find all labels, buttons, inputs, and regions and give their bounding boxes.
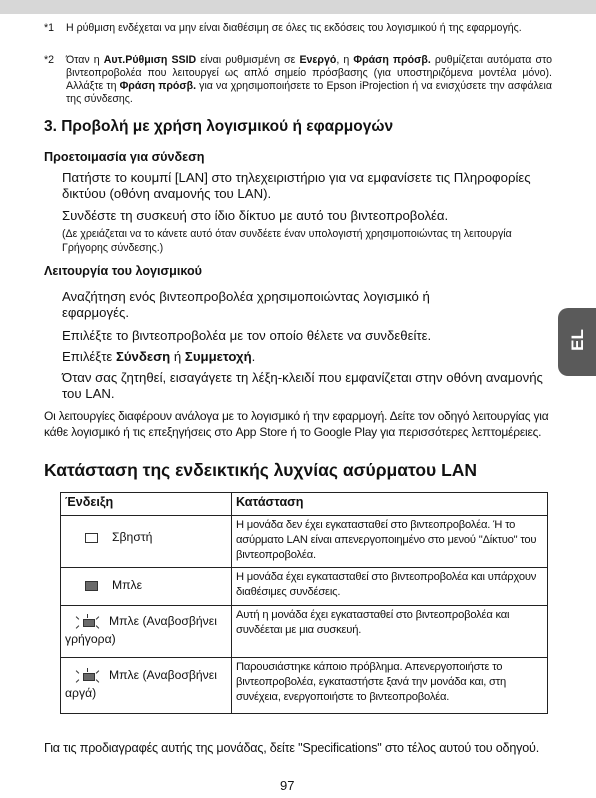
operation-note: Οι λειτουργίες διαφέρουν ανάλογα με το λογισμικό ή την εφαρμογή. Δείτε τον οδηγό λειτουργίας για κάθε λογισμικό ή τις επεξηγήσεις στο App Store ή το Google Play για περισσότερες λεπτομέρειες.	[44, 409, 549, 439]
table-row	[61, 606, 548, 658]
language-tab	[558, 308, 596, 376]
table-row	[61, 658, 548, 714]
status-cell: Η μονάδα δεν έχει εγκατασταθεί στο βιντεοπροβολέα. Ή το ασύρματο LAN είναι απενεργοποιημένο στο μενού "Δίκτυο" του βιντεοπροβολέα.	[232, 516, 548, 568]
fn2-bold-c: Φράση πρόσβ.	[353, 54, 431, 66]
operation-heading: Λειτουργία του λογισμικού	[44, 264, 202, 278]
prep-step-2: Συνδέστε τη συσκευή στο ίδιο δίκτυο με αυτό του βιντεοπροβολέα.	[62, 208, 449, 223]
status-cell: Αυτή η μονάδα έχει εγκατασταθεί στο βιντεοπροβολέα και συνδέεται με μια συσκευή.	[232, 606, 548, 658]
table-row	[61, 568, 548, 606]
led-off-icon	[85, 533, 98, 543]
op-step-4: Όταν σας ζητηθεί, εισαγάγετε τη λέξη-κλειδί που εμφανίζεται στην οθόνη αναμονής του LAN.	[62, 370, 543, 401]
fn2-bold-b: Ενεργό	[299, 54, 337, 66]
indicator-label: Μπλε (Αναβοσβήνει αργά)	[65, 668, 217, 700]
op-step-1: Αναζήτηση ενός βιντεοπροβολέα χρησιμοποιώντας λογισμικό ή εφαρμογές.	[62, 289, 430, 320]
status-cell: Παρουσιάστηκε κάποιο πρόβλημα. Απενεργοποιήστε το βιντεοπροβολέα, εγκαταστήστε ξανά την μονάδα και, στη συνέχεια, ενεργοποιήστε το βιντεοπροβολέα.	[232, 658, 548, 714]
indicator-cell	[61, 658, 232, 714]
top-bar	[0, 0, 596, 14]
fn2-text-e: για να χρησιμοποιήσετε το Epson iProjection ή να ενισχύσετε την ασφάλεια της σύνδεσης.	[66, 80, 552, 105]
footnote-mark-2: *2	[44, 54, 55, 66]
fn2-text-a: Όταν η	[66, 54, 104, 66]
fn2-text-b: είναι ρυθμισμένη σε	[196, 54, 300, 66]
footnote-mark-1: *1	[44, 22, 55, 34]
led-blue-icon	[85, 581, 98, 591]
op-step-2: Επιλέξτε το βιντεοπροβολέα με τον οποίο θέλετε να συνδεθείτε.	[62, 328, 432, 343]
status-section-title: Κατάσταση της ενδεικτικής λυχνίας ασύρματου LAN	[44, 460, 478, 480]
footnote-text-1: Η ρύθμιση ενδέχεται να μην είναι διαθέσιμη σε όλες τις εκδόσεις του λογισμικού ή της εφαρμογής.	[66, 22, 522, 34]
fn2-bold-a: Αυτ.Ρύθμιση SSID	[103, 54, 197, 66]
op-step-3	[62, 349, 550, 365]
join-option: Συμμετοχή	[184, 349, 252, 364]
prep-note: (Δε χρειάζεται να το κάνετε αυτό όταν συνδέετε έναν υπολογιστή χρησιμοποιώντας τη λειτουργία Γρήγορης σύνδεσης.)	[62, 228, 512, 254]
op-step-3-text-e: .	[251, 349, 256, 364]
footnote-text-2	[66, 54, 552, 106]
fn2-text-d: ρυθμίζεται αυτόματα στο βιντεοπροβολέα που λειτουργεί ως απλό σημείο πρόσβασης (για υποστηριζόμενα μοντέλα μόνο). Αλλάξτε τη	[66, 54, 552, 92]
status-cell: Η μονάδα έχει εγκατασταθεί στο βιντεοπροβολέα και υπάρχουν διαθέσιμες συνδέσεις.	[232, 568, 548, 606]
closing-note: Για τις προδιαγραφές αυτής της μονάδας, δείτε "Specifications" στο τέλος αυτού του οδηγού.	[44, 741, 540, 755]
prep-step-1: Πατήστε το κουμπί [LAN] στο τηλεχειριστήριο για να εμφανίσετε τις Πληροφορίες δικτύου (οθόνη αναμονής του LAN).	[62, 170, 531, 201]
op-step-3-text-c: ή	[170, 349, 185, 364]
indicator-label: Σβηστή	[112, 530, 153, 544]
indicator-label: Μπλε	[112, 578, 143, 592]
page-number: 97	[280, 778, 295, 793]
col-indicator-header: Ένδειξη	[61, 493, 232, 516]
table-header-row	[61, 493, 548, 516]
table-row	[61, 516, 548, 568]
led-blinking-icon	[75, 668, 101, 684]
prep-heading: Προετοιμασία για σύνδεση	[44, 150, 205, 164]
fn2-text-c: , η	[336, 54, 354, 66]
fn2-bold-d: Φράση πρόσβ.	[119, 80, 197, 92]
led-blinking-icon	[75, 614, 101, 630]
indicator-cell	[61, 606, 232, 658]
indicator-label: Μπλε (Αναβοσβήνει γρήγορα)	[65, 614, 217, 646]
indicator-cell	[61, 516, 232, 568]
led-status-table	[60, 492, 548, 714]
language-tab-label: EL	[568, 329, 587, 351]
indicator-cell	[61, 568, 232, 606]
op-step-3-text-a: Επιλέξτε	[62, 349, 116, 364]
connect-option: Σύνδεση	[115, 349, 171, 364]
section-3-title: 3. Προβολή με χρήση λογισμικού ή εφαρμογών	[44, 118, 394, 135]
col-status-header: Κατάσταση	[232, 493, 548, 516]
